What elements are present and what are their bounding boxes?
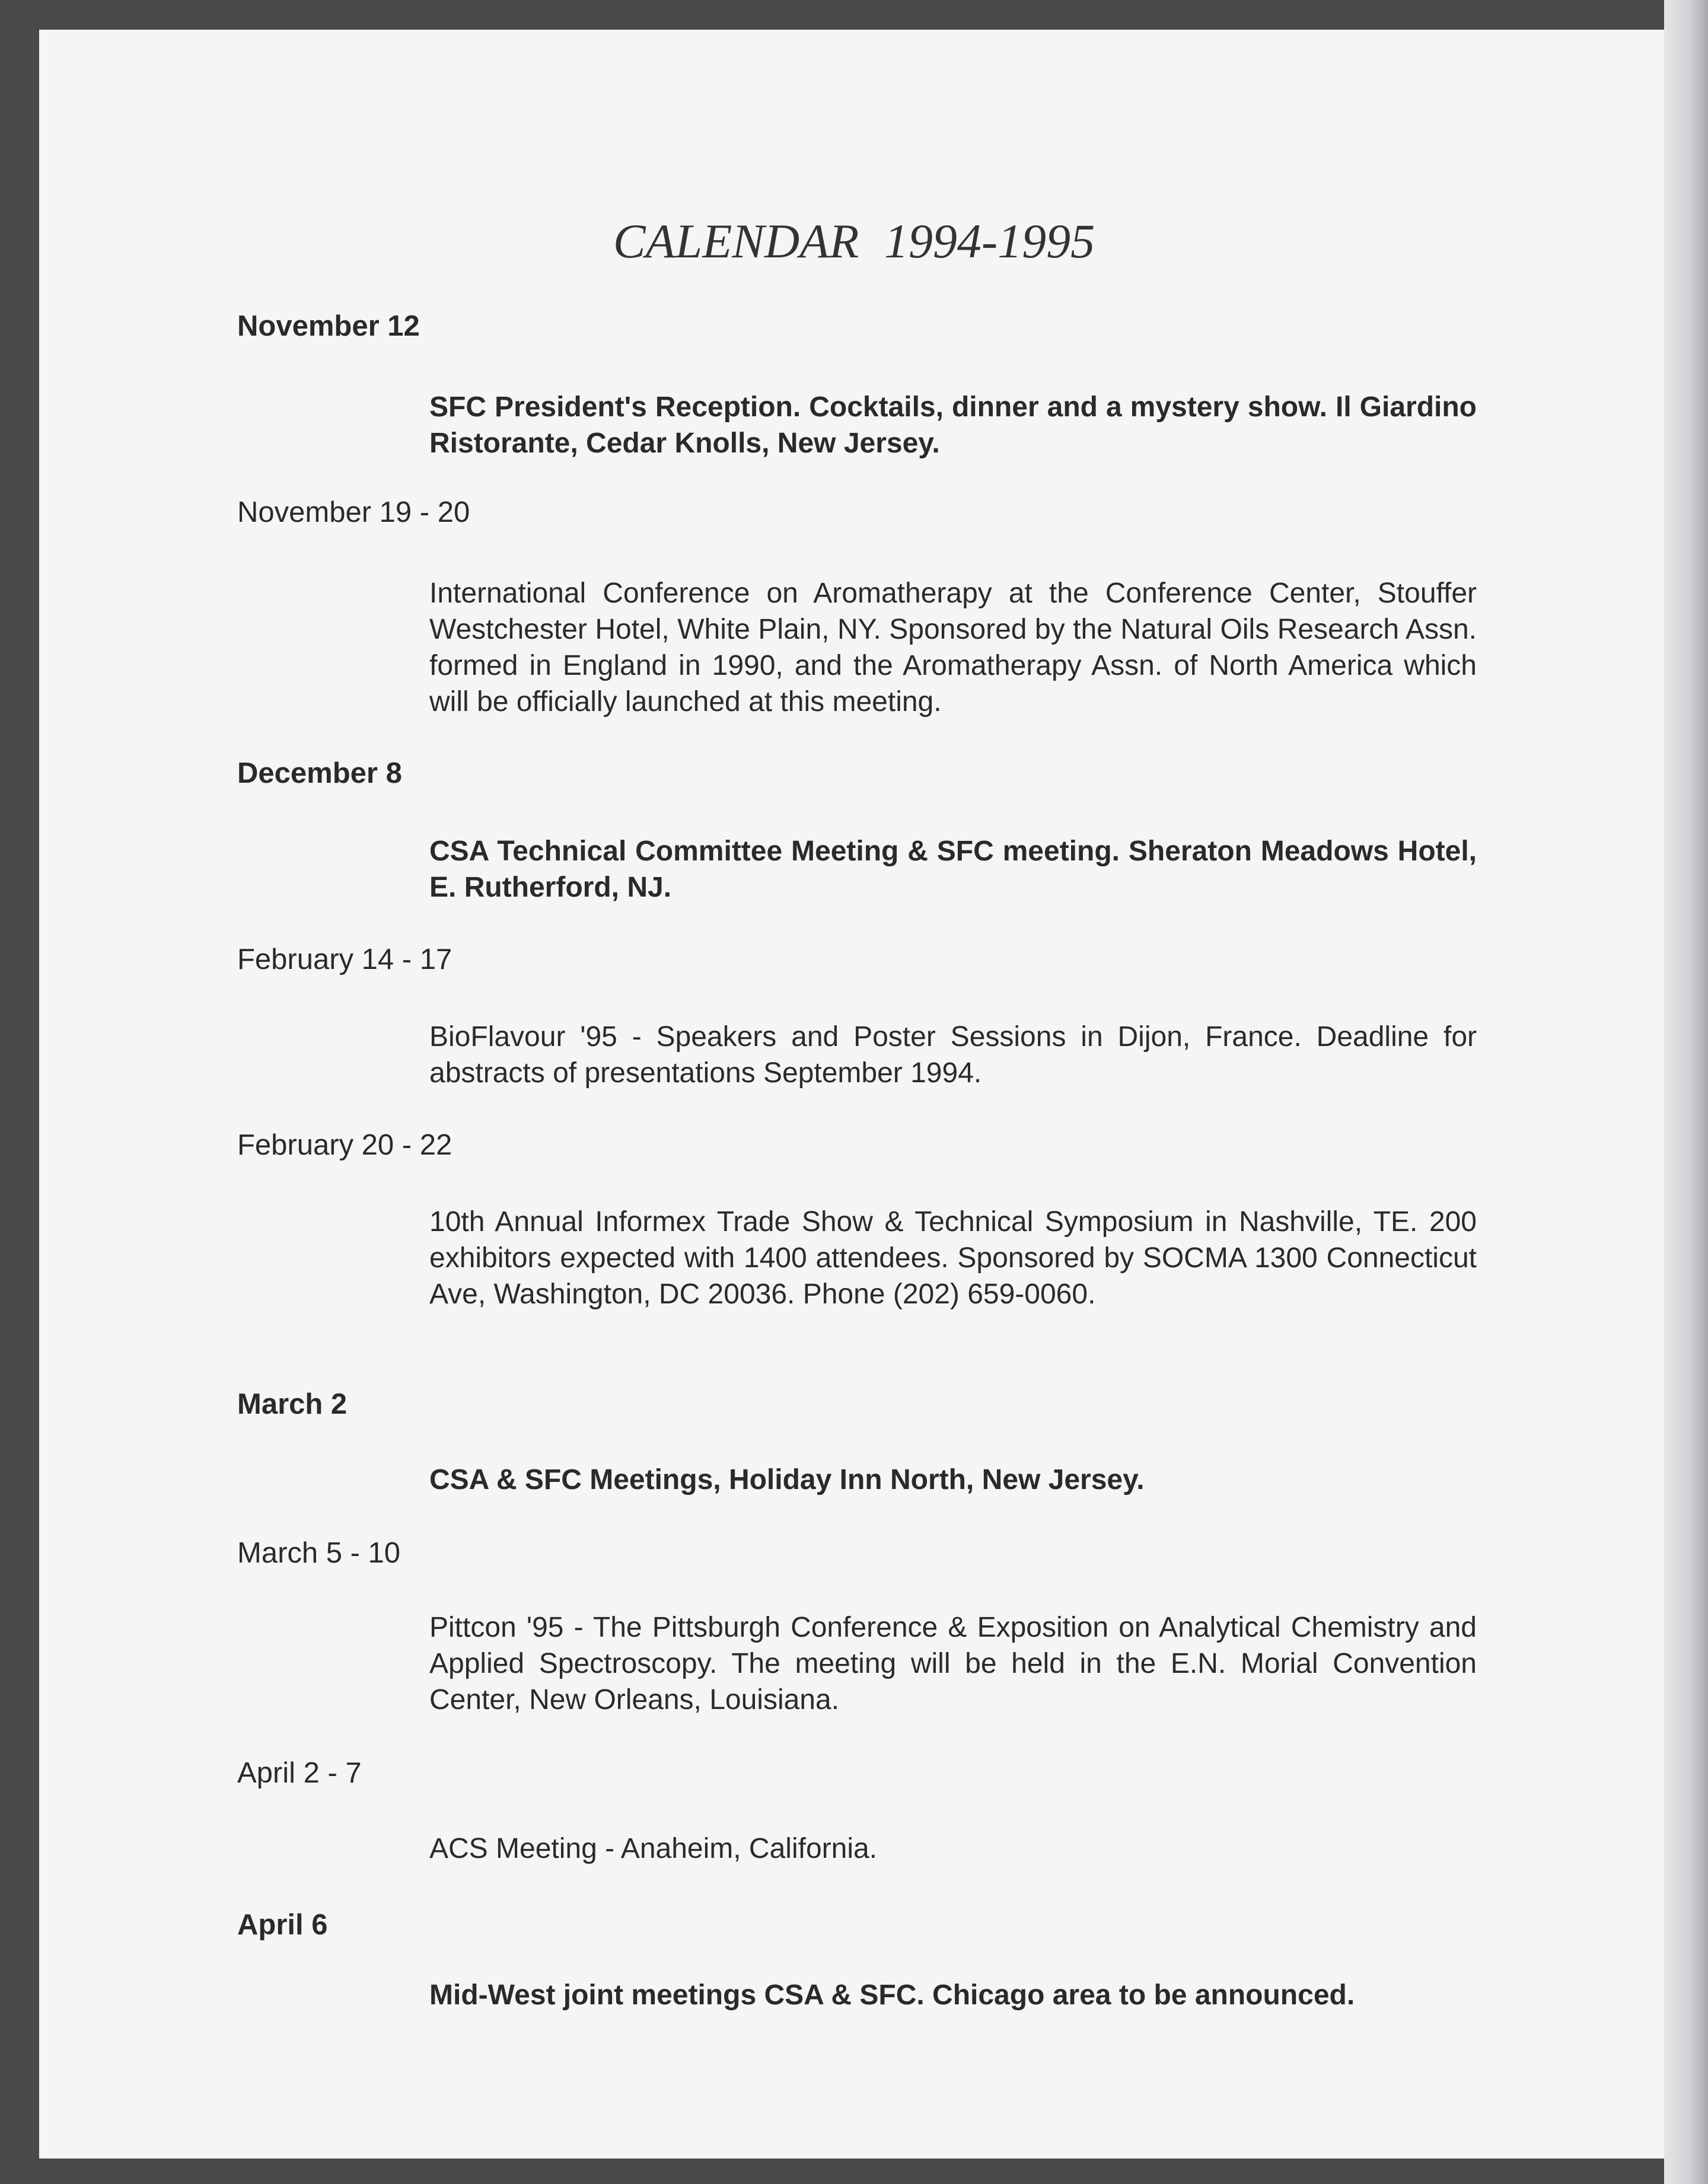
event-description: Mid-West joint meetings CSA & SFC. Chicago area to be announced. <box>429 1979 1355 2011</box>
event-date: November 12 <box>237 310 420 342</box>
event-description: CSA & SFC Meetings, Holiday Inn North, New Jersey. <box>429 1464 1145 1496</box>
event-date: March 5 - 10 <box>237 1537 401 1569</box>
event-description: 10th Annual Informex Trade Show & Technical Symposium in Nashville, TE. 200 exhibitors expected with 1400 attendees. Sponsored by SOCMA 1300 Connecticut Ave, Washington, DC 20036. Phone (202) 659-0060. <box>429 1206 1477 1310</box>
event-description: BioFlavour '95 - Speakers and Poster Sessions in Dijon, France. Deadline for abstracts of presentations September 1994. <box>429 1021 1477 1089</box>
page-title: CALENDAR 1994-1995 <box>613 214 1095 268</box>
event-date: April 2 - 7 <box>237 1757 362 1789</box>
event-date: December 8 <box>237 757 402 789</box>
event-date: February 14 - 17 <box>237 943 453 975</box>
event-date: November 19 - 20 <box>237 496 470 528</box>
event-description: CSA Technical Committee Meeting & SFC meeting. Sheraton Meadows Hotel, E. Rutherford, NJ. <box>429 836 1477 903</box>
page-edge <box>1664 0 1708 2184</box>
event-date: March 2 <box>237 1388 348 1420</box>
event-date: February 20 - 22 <box>237 1129 453 1161</box>
event-description: International Conference on Aromatherapy at the Conference Center, Stouffer Westchester Hotel, White Plain, NY. Sponsored by the Natural Oils Research Assn. formed in England in 1990, and the Aromatherapy Assn. of North America which will be officially launched at this meeting. <box>429 578 1477 718</box>
event-description: SFC President's Reception. Cocktails, dinner and a mystery show. Il Giardino Ristorante, Cedar Knolls, New Jersey. <box>429 391 1477 459</box>
event-date: April 6 <box>237 1909 328 1941</box>
event-description: ACS Meeting - Anaheim, California. <box>429 1833 878 1864</box>
event-description: Pittcon '95 - The Pittsburgh Conference & Exposition on Analytical Chemistry and Applied Spectroscopy. The meeting will be held in the E.N. Morial Convention Center, New Orleans, Louisiana. <box>429 1612 1477 1716</box>
